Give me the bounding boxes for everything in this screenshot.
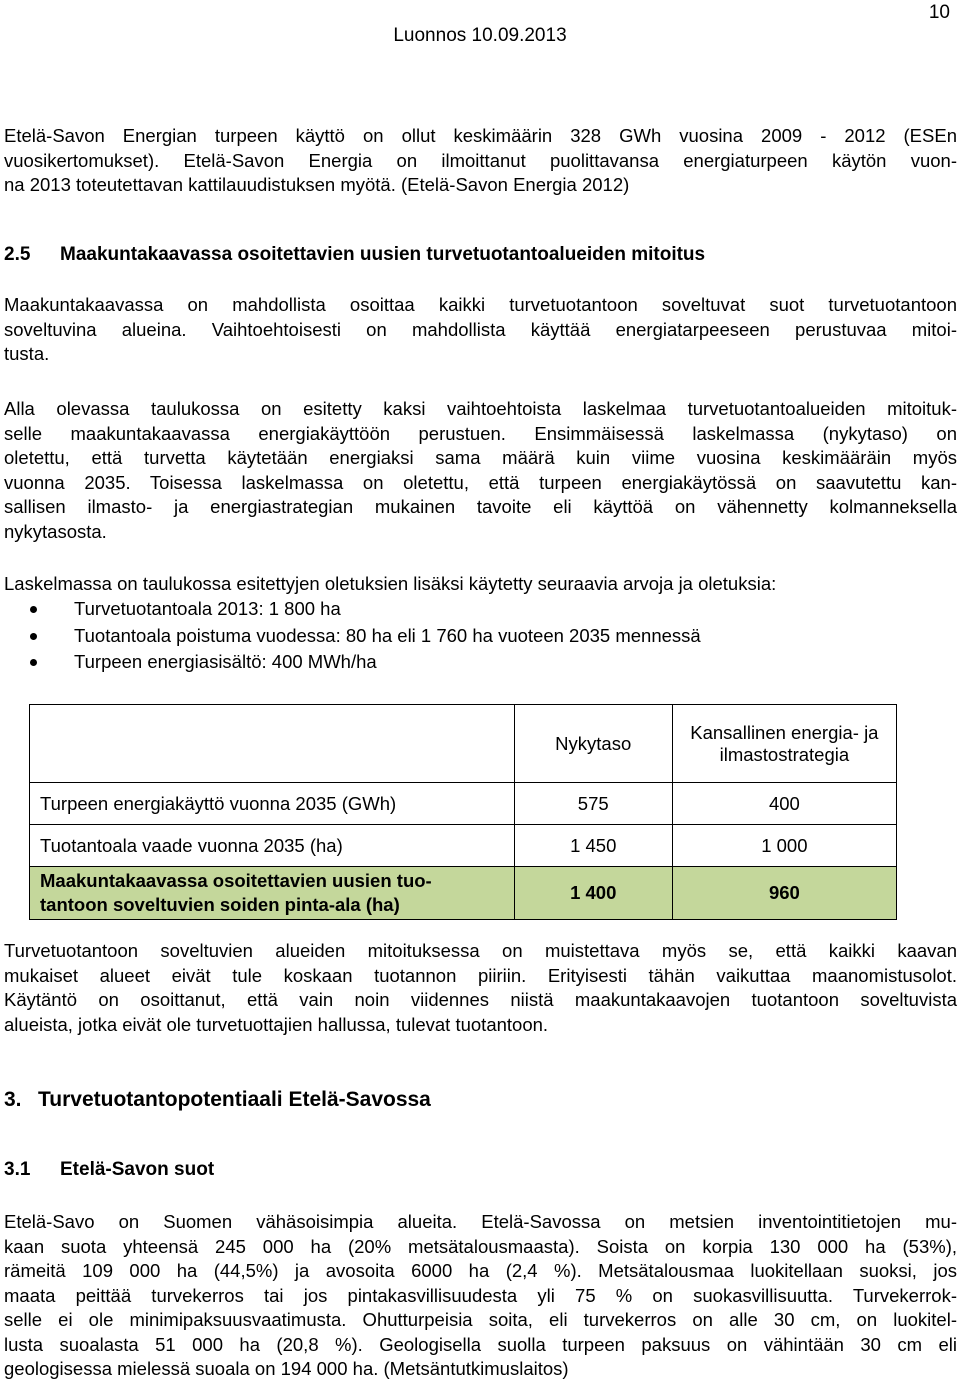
section-heading-3-1 bbox=[4, 1159, 214, 1181]
table-cell-strategia: 1 000 bbox=[672, 825, 896, 867]
paragraph-laskelmat bbox=[4, 397, 957, 544]
text-line: tusta. bbox=[4, 343, 50, 364]
section-number: 2.5 bbox=[4, 244, 31, 265]
table-cell-nykytaso: 1 400 bbox=[514, 867, 672, 920]
text-line: nykytasosta. bbox=[4, 520, 107, 542]
text-line: vuosikertomukset). Etelä-Savon Energia on ilmoittanut puolittavansa energiaturpeen käytön vuon- bbox=[4, 149, 957, 171]
paragraph-oletukset: Laskelmassa on taulukossa esitettyjen oletuksien lisäksi käytetty seuraavia arvoja ja oletuksia: bbox=[4, 573, 777, 594]
list-item: Tuotantoala poistuma vuodessa: 80 ha eli 1 760 ha vuoteen 2035 mennessä bbox=[30, 623, 701, 650]
page-number: 10 bbox=[928, 2, 950, 23]
table-cell-label: Tuotantoala vaade vuonna 2035 (ha) bbox=[30, 825, 515, 867]
paragraph-mitoitus bbox=[4, 293, 957, 367]
table-row bbox=[30, 783, 897, 825]
table-header-empty bbox=[30, 705, 515, 783]
text-line: lusta suoalasta 51 000 ha (20,8 %). Geologisella suolla turpeen paksuus on vähintään 30 cm eli bbox=[4, 1333, 957, 1355]
list-item: Turpeen energiasisältö: 400 MWh/ha bbox=[30, 649, 701, 676]
table-cell-label: Maakuntakaavassa osoitettavien uusien tuo- tantoon soveltuvien soiden pinta-ala (ha) bbox=[30, 867, 515, 920]
table-cell-strategia: 400 bbox=[672, 783, 896, 825]
text-line: Käytäntö on osoittanut, että vain noin viidennes niistä maakuntakaavojen tuotantoon soveltuvista bbox=[4, 989, 957, 1010]
text-line: soveltuvina alueina. Vaihtoehtoisesti on mahdollista käyttää energiatarpeeseen perustuvaa mitoi- bbox=[4, 318, 957, 340]
text-line: Alla olevassa taulukossa on esitetty kaksi vaihtoehtoista laskelmaa turvetuotantoalueiden mitoituk- bbox=[4, 398, 957, 419]
paragraph-maanomistus bbox=[4, 939, 957, 1037]
text-line: na 2013 toteutettavan kattilauudistuksen myötä. (Etelä-Savon Energia 2012) bbox=[4, 174, 630, 195]
assumption-list bbox=[30, 596, 701, 676]
section-title: Etelä-Savon suot bbox=[60, 1159, 215, 1180]
section-heading-3 bbox=[4, 1088, 431, 1112]
intro-paragraph bbox=[4, 124, 957, 198]
text-line: alueista, jotka eivät ole turvetuottajien hallussa, tulevat tuotantoon. bbox=[4, 1013, 549, 1035]
text-line: selle ei ole minimipaksuusvaatimusta. Ohutturpeisia soita, eli turvekerros on alle 30 cm, on luokitel- bbox=[4, 1309, 957, 1330]
section-title: Turvetuotantopotentiaali Etelä-Savossa bbox=[38, 1088, 431, 1111]
table-header-nykytaso: Nykytaso bbox=[514, 705, 672, 783]
text-line: sallisen ilmasto- ja energiastrategian mukainen tavoite eli käyttöä on vähennetty kolmanneksella bbox=[4, 496, 957, 517]
text-line: oletettu, että turvetta käytetään energiaksi sama määrä kuin viime vuosina keskimääräin myös bbox=[4, 447, 957, 468]
text-line: selle maakuntakaavassa energiakäyttöön perustuen. Ensimmäisessä laskelmassa (nykytaso) on bbox=[4, 422, 957, 444]
text-line: vuonna 2035. Toisessa laskelmassa on oletettu, että turpeen energiakäytössä on saavutettu kan- bbox=[4, 471, 957, 493]
table-cell-strategia: 960 bbox=[672, 867, 896, 920]
bullet-icon bbox=[30, 659, 37, 666]
table-cell-label: Turpeen energiakäyttö vuonna 2035 (GWh) bbox=[30, 783, 515, 825]
section-heading-2-5 bbox=[4, 244, 705, 266]
table-cell-nykytaso: 1 450 bbox=[514, 825, 672, 867]
draft-label: Luonnos 10.09.2013 bbox=[393, 25, 567, 46]
text-line: rämeitä 109 000 ha (44,5%) ja avosoita 6000 ha (2,4 %). Metsätalousmaa luokitellaan suoksi, jos bbox=[4, 1260, 957, 1281]
text-line: Etelä-Savon Energian turpeen käyttö on ollut keskimäärin 328 GWh vuosina 2009 - 2012 (ESEn bbox=[4, 125, 957, 146]
text-line: maata peittää turvekerros tai jos pintakasvillisuudesta yli 75 % on suokasvillisuutta. Turvekerrok- bbox=[4, 1284, 957, 1306]
table-row bbox=[30, 825, 897, 867]
table-header-row bbox=[30, 705, 897, 783]
table-header-strategia: Kansallinen energia- ja ilmastostrategia bbox=[672, 705, 896, 783]
text-line: mukaiset alueet eivät tule koskaan tuotannon piiriin. Erityisesti tähän vaikuttaa maanomistusolot. bbox=[4, 964, 957, 986]
text-line: Turvetuotantoon soveltuvien alueiden mitoituksessa on muistettava myös se, että kaikki kaavan bbox=[4, 940, 957, 961]
bullet-icon bbox=[30, 633, 37, 640]
text-line: Etelä-Savo on Suomen vähäsoisimpia alueita. Etelä-Savossa on metsien inventointitietojen mu- bbox=[4, 1211, 957, 1232]
mitoitus-table bbox=[29, 704, 897, 920]
section-title: Maakuntakaavassa osoitettavien uusien turvetuotantoalueiden mitoitus bbox=[60, 244, 706, 265]
bullet-icon bbox=[30, 606, 37, 613]
text-line: Maakuntakaavassa on mahdollista osoittaa kaikki turvetuotantoon soveltuvat suot turvetuotantoon bbox=[4, 294, 957, 315]
table-cell-nykytaso: 575 bbox=[514, 783, 672, 825]
text-line: kaan suota yhteensä 245 000 ha (20% metsätalousmaasta). Soista on korpia 130 000 ha (53%), bbox=[4, 1235, 957, 1257]
text-line: geologisessa mielessä suoala on 194 000 ha. (Metsäntutkimuslaitos) bbox=[4, 1358, 569, 1379]
section-number: 3.1 bbox=[4, 1159, 31, 1180]
paragraph-suot bbox=[4, 1210, 957, 1382]
section-number: 3. bbox=[4, 1088, 22, 1111]
table-row-highlight bbox=[30, 867, 897, 920]
list-item: Turvetuotantoala 2013: 1 800 ha bbox=[30, 596, 701, 623]
